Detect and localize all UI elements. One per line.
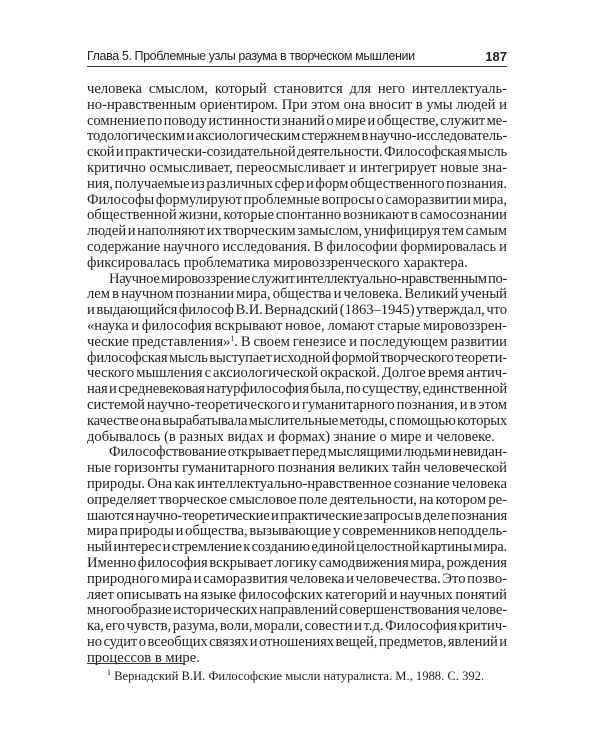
line-content bbox=[87, 430, 495, 446]
line-content bbox=[87, 635, 507, 651]
text-line bbox=[87, 524, 507, 540]
text-line bbox=[87, 493, 507, 509]
line-content bbox=[87, 98, 507, 114]
line-content bbox=[87, 651, 200, 667]
line-text: критично осмысливает, переосмысливает и интегрирует новые зна- bbox=[87, 159, 507, 176]
text-line bbox=[87, 224, 507, 240]
text-line bbox=[87, 145, 507, 161]
line-content bbox=[87, 256, 468, 272]
text-line bbox=[87, 509, 507, 525]
text-line bbox=[87, 177, 507, 193]
text-line bbox=[87, 572, 507, 588]
line-text: ная и средневековая натурфилософия была, по существу, единственной bbox=[87, 381, 507, 398]
line-content bbox=[87, 303, 507, 319]
line-content bbox=[87, 224, 507, 240]
line-text: ные горизонты гуманитарного познания великих тайн человеческой bbox=[87, 460, 507, 477]
line-text: но судит о всеобщих связях и отношениях вещей, предметов, явлений и bbox=[87, 633, 507, 650]
line-content bbox=[87, 445, 507, 461]
line-content bbox=[87, 588, 507, 604]
text-line bbox=[87, 256, 507, 272]
line-text: природы. Она как интеллектуально-нравственное сознание человека bbox=[87, 475, 507, 492]
line-content bbox=[87, 129, 507, 145]
line-content bbox=[87, 572, 507, 588]
line-content bbox=[87, 477, 507, 493]
line-content bbox=[87, 509, 507, 525]
line-content bbox=[87, 382, 507, 398]
line-text: лем в научном познании мира, общества и человека. Великий ученый bbox=[87, 286, 507, 303]
line-content bbox=[87, 493, 507, 509]
line-text: Философствование открывает перед мыслящими людьми невидан- bbox=[109, 444, 507, 461]
line-text: философская мысль выступает исходной формой творческого теорети- bbox=[87, 349, 507, 366]
text-line bbox=[87, 651, 507, 667]
text-line bbox=[87, 588, 507, 604]
text-line bbox=[87, 272, 507, 288]
text-line bbox=[87, 619, 507, 635]
text-line bbox=[87, 287, 507, 303]
text-line bbox=[87, 556, 507, 572]
line-content bbox=[87, 240, 507, 256]
running-header bbox=[87, 49, 507, 67]
text-line bbox=[87, 635, 507, 651]
line-content bbox=[87, 540, 507, 556]
text-line bbox=[87, 430, 507, 446]
line-content bbox=[87, 414, 507, 430]
text-line bbox=[87, 208, 507, 224]
line-text: людей и наполняют их творческим замыслом, унифицируя тем самым bbox=[87, 223, 507, 240]
text-line bbox=[87, 351, 507, 367]
text-line bbox=[87, 445, 507, 461]
line-text: Философы формулируют проблемные вопросы о саморазвитии мира, bbox=[87, 191, 507, 208]
line-text: ляет описывать на языке философских категорий и научных понятий bbox=[87, 586, 507, 603]
line-text: человека смыслом, который становится для него интеллектуаль- bbox=[87, 81, 507, 97]
line-content bbox=[87, 177, 507, 193]
text-line bbox=[87, 540, 507, 556]
line-text: многообразие исторических направлений совершенствования челове- bbox=[87, 602, 507, 619]
line-content bbox=[87, 208, 507, 224]
line-content bbox=[87, 161, 507, 177]
line-text: фиксировалась проблематика мировоззренческого характера. bbox=[87, 254, 468, 271]
line-content bbox=[87, 351, 507, 367]
footnote-text: Вернадский В.И. Философские мысли натуралиста. М., 1988. С. 392. bbox=[111, 669, 485, 683]
line-text: сомнение по поводу истинности знаний о мире и обществе, служит ме- bbox=[87, 112, 507, 129]
line-text: ния, получаемые из различных сфер и форм общественного познания. bbox=[87, 175, 507, 192]
text-line bbox=[87, 461, 507, 477]
line-content bbox=[87, 287, 507, 303]
line-text: ской и практически-созидательной деятельности. Философская мысль bbox=[87, 144, 507, 161]
line-text: и выдающийся философ В.И. Вернадский (1863–1945) утверждал, что bbox=[87, 302, 507, 319]
footnote bbox=[107, 669, 484, 684]
text-line bbox=[87, 319, 507, 335]
line-content bbox=[87, 335, 507, 351]
line-content bbox=[87, 524, 507, 540]
text-line bbox=[87, 303, 507, 319]
line-content bbox=[87, 319, 507, 335]
line-content bbox=[87, 603, 507, 619]
text-line bbox=[87, 129, 507, 145]
line-content bbox=[87, 619, 507, 635]
line-text: «наука и философия вскрывают новое, ломают старые мировоззрен- bbox=[87, 317, 507, 334]
line-text: добывалось (в разных видах и формах) знание о мире и человеке. bbox=[87, 428, 495, 445]
line-text: процессов в мире. bbox=[87, 649, 200, 666]
footnote-divider bbox=[87, 663, 185, 664]
line-content bbox=[87, 145, 507, 161]
line-text: природного мира и саморазвития человека и человечества. Это позво- bbox=[87, 570, 507, 587]
line-text: содержание научного исследования. В философии формировалась и bbox=[87, 238, 507, 255]
line-text: ческого мышления с аксиологической окраской. Долгое время антич- bbox=[87, 365, 507, 382]
text-line bbox=[87, 477, 507, 493]
line-text: ческие представления» bbox=[87, 333, 231, 350]
line-text: определяет творческое смысловое поле деятельности, на котором ре- bbox=[87, 491, 507, 508]
line-text: но-нравственным ориентиром. При этом она вносит в умы людей и bbox=[87, 96, 507, 113]
page-number: 187 bbox=[485, 49, 507, 64]
line-content bbox=[87, 272, 507, 288]
line-text: мира природы и общества, вызывающие у современников неподдель- bbox=[87, 523, 507, 540]
text-line bbox=[87, 98, 507, 114]
text-line bbox=[87, 114, 507, 130]
line-content bbox=[87, 193, 507, 209]
line-text: . В своем генезисе и последующем развитии bbox=[234, 333, 507, 350]
line-text: Научное мировоззрение служит интеллектуально-нравственным по- bbox=[109, 270, 507, 287]
text-line bbox=[87, 335, 507, 351]
line-content bbox=[87, 398, 507, 414]
line-text: Именно философия вскрывает логику самодвижения мира, рождения bbox=[87, 554, 507, 571]
footnote-reference: 1 bbox=[230, 333, 235, 343]
line-text: шаются научно-теоретические и практические запросы в деле познания bbox=[87, 507, 507, 524]
text-line bbox=[87, 603, 507, 619]
text-line bbox=[87, 193, 507, 209]
body-text bbox=[87, 82, 507, 666]
line-text: общественной жизни, которые спонтанно возникают в самосознании bbox=[87, 207, 507, 224]
chapter-title: Глава 5. Проблемные узлы разума в творческом мышлении bbox=[87, 49, 415, 63]
line-text: тодологическим и аксиологическим стержнем в научно-исследователь- bbox=[87, 128, 507, 145]
line-text: качестве она вырабатывала мыслительные методы, с помощью которых bbox=[87, 412, 507, 429]
line-text: ный интерес и стремление к созданию единой целостной картины мира. bbox=[87, 539, 507, 556]
line-content bbox=[87, 82, 507, 98]
line-content bbox=[87, 461, 507, 477]
text-line bbox=[87, 82, 507, 98]
line-text: системой научно-теоретического и гуманитарного познания, и в этом bbox=[87, 396, 507, 413]
line-content bbox=[87, 556, 507, 572]
text-line bbox=[87, 240, 507, 256]
text-line bbox=[87, 366, 507, 382]
text-line bbox=[87, 398, 507, 414]
line-text: ка, его чувств, разума, воли, морали, совести и т.д. Философия критич- bbox=[87, 618, 507, 635]
line-content bbox=[87, 366, 507, 382]
text-line bbox=[87, 414, 507, 430]
footnote-marker: 1 bbox=[107, 668, 111, 677]
text-line bbox=[87, 161, 507, 177]
text-line bbox=[87, 382, 507, 398]
line-content bbox=[87, 114, 507, 130]
